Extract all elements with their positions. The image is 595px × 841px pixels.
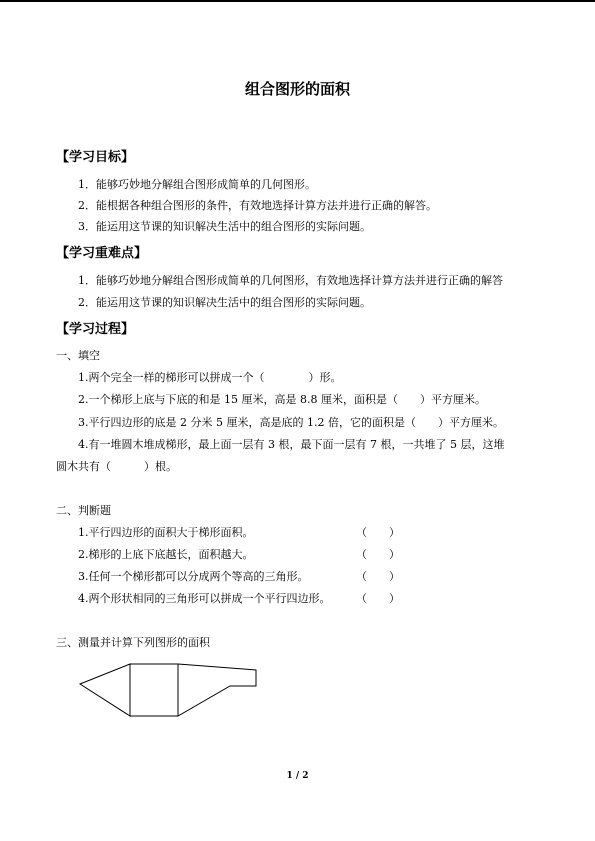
figure-square	[130, 664, 178, 716]
fill-question-4-line1: 4.有一堆圆木堆成梯形，最上面一层有 3 根，最下面一层有 7 根，一共堆了 5 层，这堆	[78, 438, 505, 451]
part3-heading: 三、测量并计算下列图形的面积	[56, 636, 210, 649]
fill-question-3: 3.平行四边形的底是 2 分米 5 厘米，高是底的 1.2 倍，它的面积是（ ）平方厘米。	[78, 416, 504, 429]
judge-question-3: 3.任何一个梯形都可以分成两个等高的三角形。	[78, 570, 309, 583]
judge-answer-4: （ ）	[356, 592, 400, 605]
process-heading: 【学习过程】	[56, 322, 135, 337]
composite-figure	[78, 662, 260, 720]
judge-answer-1: （ ）	[356, 526, 400, 539]
fill-question-1: 1.两个完全一样的梯形可以拼成一个（ ）形。	[78, 371, 342, 384]
judge-answer-2: （ ）	[356, 548, 400, 561]
figure-trapezoid	[178, 664, 256, 716]
goal-item-2: 2．能根据各种组合图形的条件，有效地选择计算方法并进行正确的解答。	[78, 199, 437, 212]
judge-answer-3: （ ）	[356, 570, 400, 583]
part2-heading: 二、判断题	[56, 504, 111, 517]
fill-question-2: 2.一个梯形上底与下底的和是 15 厘米，高是 8.8 厘米，面积是（ ）平方厘米。	[78, 393, 486, 406]
part1-heading: 一、填空	[56, 349, 100, 362]
judge-question-2: 2.梯形的上底下底越长，面积越大。	[78, 548, 254, 561]
keypoint-item-2: 2．能运用这节课的知识解决生活中的组合图形的实际问题。	[78, 296, 371, 309]
keypoints-heading: 【学习重难点】	[56, 246, 148, 261]
fill-question-4-line2: 圆木共有（ ）根。	[56, 460, 177, 473]
top-rule	[0, 0, 595, 2]
page-title: 组合图形的面积	[244, 80, 350, 98]
figure-triangle	[80, 664, 130, 716]
goal-item-3: 3．能运用这节课的知识解决生活中的组合图形的实际问题。	[78, 220, 371, 233]
keypoint-item-1: 1．能够巧妙地分解组合图形成简单的几何图形，有效地选择计算方法并进行正确的解答	[78, 274, 503, 287]
judge-question-1: 1.平行四边形的面积大于梯形面积。	[78, 526, 254, 539]
judge-question-4: 4.两个形状相同的三角形可以拼成一个平行四边形。	[78, 592, 331, 605]
page-number: 1 / 2	[286, 771, 309, 781]
goal-item-1: 1．能够巧妙地分解组合图形成简单的几何图形。	[78, 178, 316, 191]
goals-heading: 【学习目标】	[56, 150, 135, 165]
